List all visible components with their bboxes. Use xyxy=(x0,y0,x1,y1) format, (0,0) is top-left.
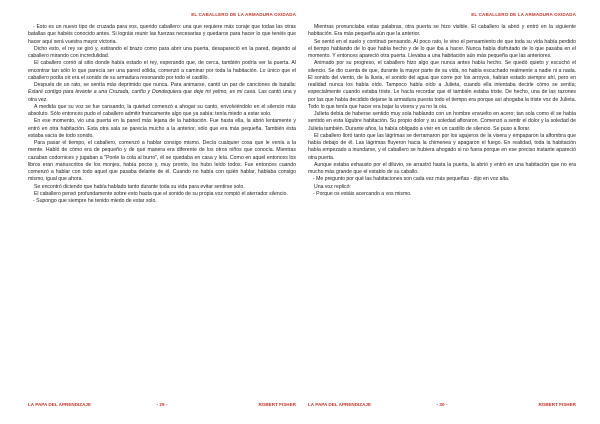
page-footer xyxy=(308,402,576,410)
left-page xyxy=(28,0,296,424)
paragraph: Animado por su progreso, el caballero hizo algo que nunca antes había hecho. Se quedó quieto y escuchó el silencio. Se dio cuenta de que, durante la mayor parte de su vida, no había escuchado realmente a nadie ni a nada. El sonido del viento, de la lluvia, el sonido del agua que corre por los arroyos, habían estado siempre ahí, pero en realidad nunca los había oído. Tampoco había oído a Julieta, cuando ella intentaba decirle cómo se sentía; especialmente cuando estaba triste. Le hacía recordar que él también estaba triste. De hecho, una de las razones por las que había decidido dejarse la armadura puesta todo el tiempo era porque así ahogaba la triste voz de Julieta. Todo lo que tenía que hacer era bajar la visera y ya no la oía. xyxy=(308,60,576,110)
song-title: Estaré contigo para levante a una Cruzada, cariño y Dondequiera que deje mi yelmo, es mi casa xyxy=(28,89,256,96)
running-header: EL CABALLERO DE LA ARMADURA OXIDADA xyxy=(191,12,296,17)
paragraph: El caballero corrió al sitio donde había estado el rey, esperando que, de cerca, también podría ver la puerta. Al encontrar tan sólo lo que parecía ser una pared sólida, comenzó a caminar por toda la habitación. Lo único que el caballero podía oír era el sonido de su armadura resonando por todo el castillo. xyxy=(28,60,296,81)
song-outro: . Las cantó una y otra vez. xyxy=(28,89,297,103)
page-body xyxy=(28,24,296,205)
paragraph: Mientras pronunciaba estas palabras, otra puerta se hizo visible. El caballero la abrió y entró en la siguiente habitación. Era más pequeña aún que la anterior. xyxy=(308,24,576,38)
song-intro: Después de un rato, se sentía más deprimido que nunca. Para animarse, cantó un par de canciones de batalla: xyxy=(34,82,296,88)
paragraph: Se encontró diciendo que había hablado tanto durante toda su vida para evitar sentirse solo. xyxy=(34,183,245,190)
paragraph: Se sentó en el suelo y continuó pensando. Al poco rato, le vino el pensamiento de que toda su vida había perdido el tiempo hablando de lo que había hecho y de lo que iba a hacer. Nunca había disfrutado de lo que pasaba en el momento. Y entonces apareció otra puerta. Llevaba a una habitación aún más pequeña que las anteriores. xyxy=(308,38,576,59)
page-body xyxy=(308,24,576,198)
footer-author: ROBERT FISHER xyxy=(258,402,296,407)
paragraph: A medida que su voz se fue cansando, la quietud comenzó a ahogar su canto, envolviéndolo en el silencio más absoluto. Sólo entonces pudo el caballero admitir francamente algo que ya sabía: tenía miedo a estar solo. xyxy=(28,103,296,117)
paragraph: El caballero pensó profundamente sobre esto hasta que el sonido de su propia voz rompió el aterrador silencio. xyxy=(34,190,288,197)
footer-series-title: LA PAPA DEL APRENDIZAJE xyxy=(28,402,92,407)
page-number: - 30 - xyxy=(436,402,448,407)
footer-series-title: LA PAPA DEL APRENDIZAJE xyxy=(308,402,372,407)
paragraph: El caballero lloró tanto que las lágrimas se derramaron por los agujeros de la visera y empaparon la alfombra que había debajo de él. Las lágrimas fluyeron hacia la chimenea y apagaron el fuego. En realidad, toda la habitación había empezado a inundarse, y el caballero se hubiera ahogado si no fuera porque en ese preciso instante apareció otra puerta. xyxy=(308,132,576,161)
page-number: - 29 - xyxy=(156,402,168,407)
paragraph: - Me pregunto por qué las habitaciones son cada vez más pequeñas - dijo en voz alta. xyxy=(313,176,510,183)
paragraph: Dicho esto, el rey se giró y, estirando el brazo como para abrir una puerta, desapareció en la pared, dejando al caballero mirando con incredulidad. xyxy=(28,45,296,59)
paragraph: Para pasar el tiempo, el caballero, comenzó a hablar consigo mismo. Decía cualquier cosa que le venía a la mente. Habló de cómo era de pequeño y de qué manera era diferente de los otros niños que conocía. Mientras cazaban codornices y jugaban a "Ponle la cola al burro", él se quedaba en casa y leía. Como en aquel entonces los libros eran manuscritos de los monjes, había pocos y, muy pronto, los hubo leído todos. Fue entonces cuando comenzó a hablar con todo aquel que pasaba delante de él. Cuando no había con quién hablar, hablaba consigo mismo, igual que ahora. xyxy=(28,140,296,183)
paragraph: Una voz replicó: xyxy=(314,183,351,190)
paragraph: - Porque os estáis acercando a vos mismo. xyxy=(313,190,412,197)
running-header: EL CABALLERO DE LA ARMADURA OXIDADA xyxy=(471,12,576,17)
paragraph-with-song-title xyxy=(28,82,296,104)
paragraph: - Esto es un nuevo tipo de cruzada para vos, querido caballero: una que requiere más coraje que todas las otras batallas que habéis conocido antes. Si lográis reunir las fuerzas necesarias y quedaros para hacer lo que tenéis que hacer aquí será vuestra mayor victoria. xyxy=(28,24,296,45)
page-footer xyxy=(28,402,296,410)
paragraph: Julieta debía de haberse sentido muy sola hablando con un hombre envuelto en acero; tan sola como él se había sentido en esta lúgubre habitación. Su propio dolor y su soledad afloraron. Comenzó a sentir el dolor y la soledad de Julieta también. Durante años, la había obligado a vivir en un castillo de silencio. Se puso a llorar. xyxy=(308,111,576,132)
paragraph: Aunque estaba exhausto por el diluvio, se arrastró hasta la puerta, la abrió y entró en una habitación que no era mucho más grande que el establo de su caballo. xyxy=(308,161,576,175)
paragraph: - Supongo que siempre he tenido miedo de estar solo. xyxy=(33,198,157,204)
paragraph: En ese momento, vio una puerta en la pared más lejana de la habitación. Fue hasta ella, la abrió lentamente y entró en otra habitación. Esta otra sala se parecía mucho a la anterior, sólo que era más pequeña. También ésta estaba vacía de todo sonido. xyxy=(28,118,296,139)
right-page xyxy=(308,0,576,424)
footer-author: ROBERT FISHER xyxy=(538,402,576,407)
